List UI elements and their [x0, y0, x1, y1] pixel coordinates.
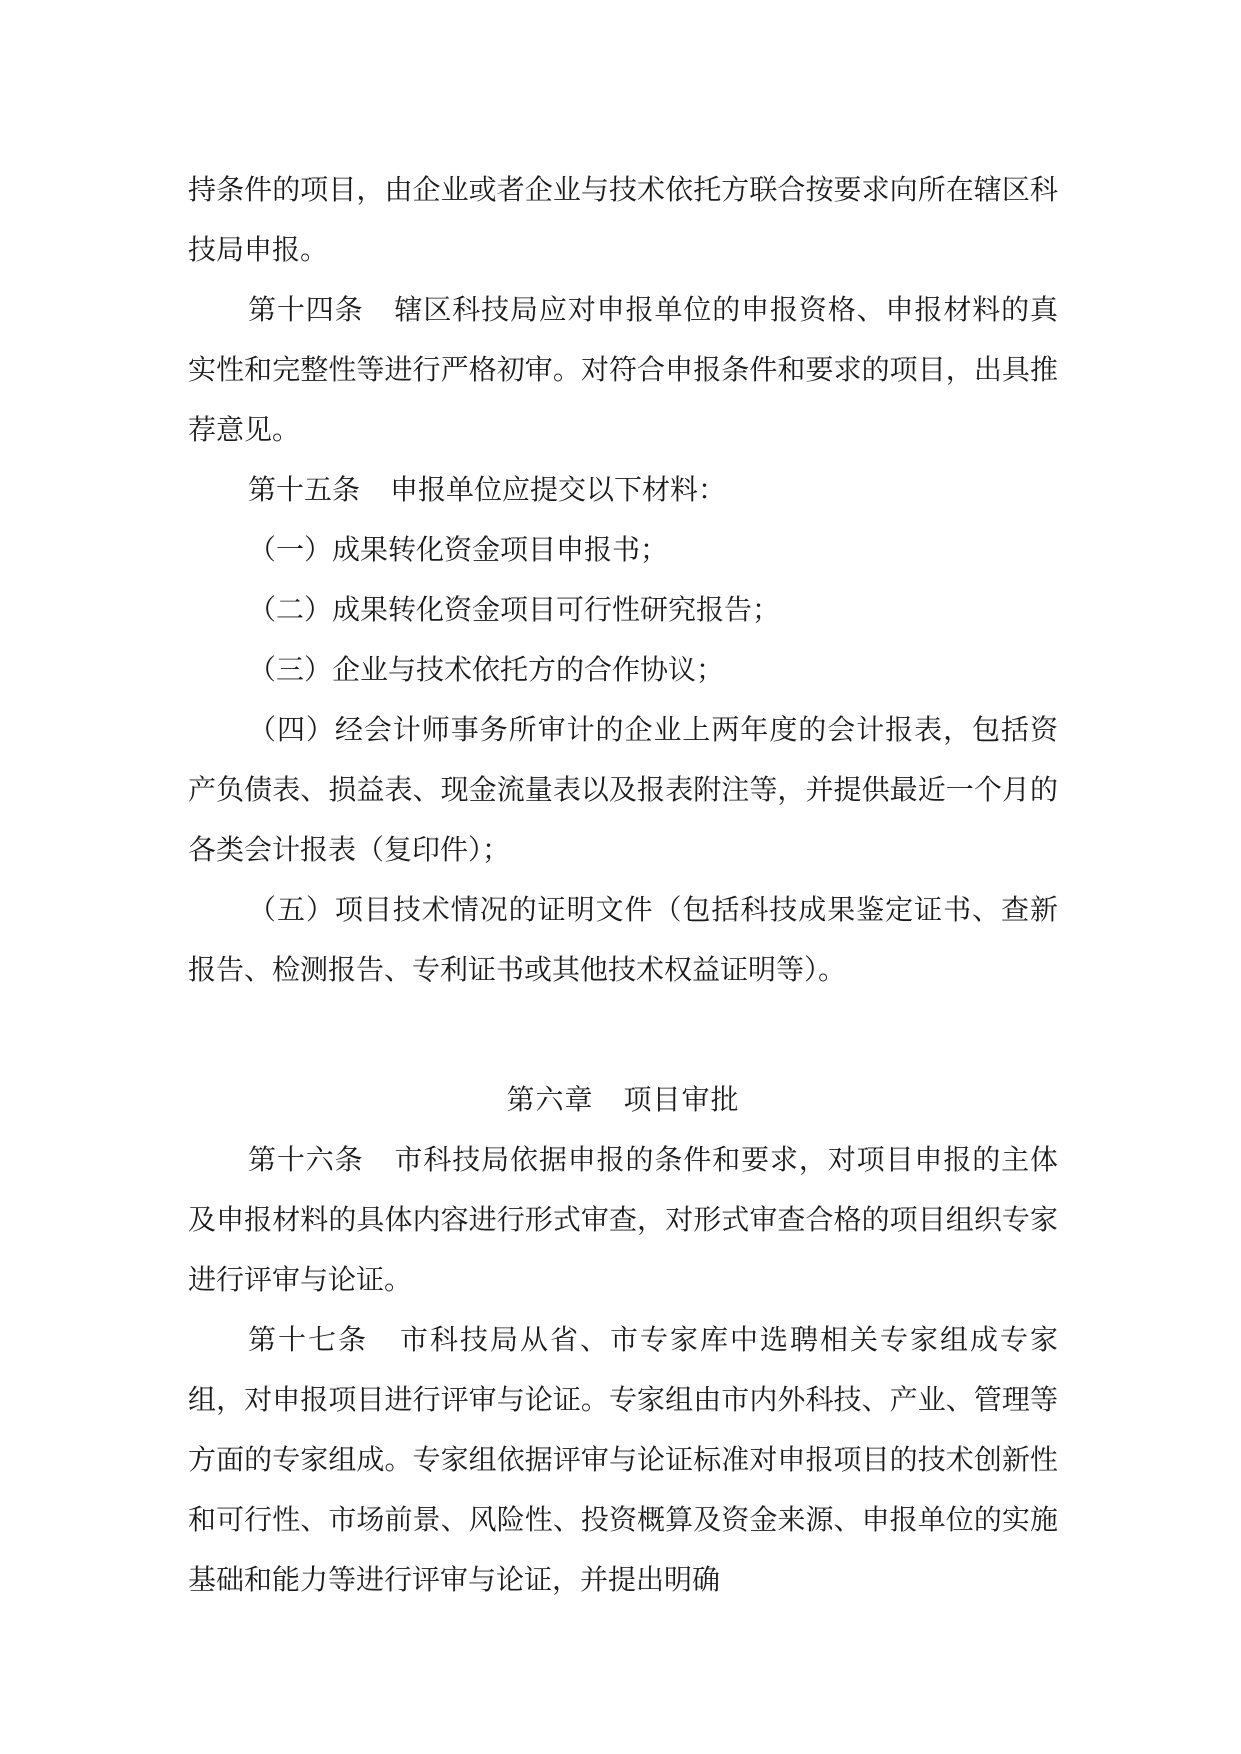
- list-item-3: （三）企业与技术依托方的合作协议；: [248, 653, 725, 686]
- article-15-number: 第十五条: [248, 473, 361, 506]
- list-item-4: （四）经会计师事务所审计的企业上两年度的会计报表，包括资产负债表、损益表、现金流量表以及报表附注等，并提供最近一个月的各类会计报表（复印件）；: [188, 713, 1058, 866]
- paragraph-continuation: 持条件的项目，由企业或者企业与技术依托方联合按要求向所在辖区科技局申报。: [188, 173, 1058, 266]
- list-item-1: （一）成果转化资金项目申报书；: [248, 533, 669, 566]
- article-16-number: 第十六条: [248, 1143, 364, 1176]
- chapter-heading: [188, 1070, 1058, 1130]
- list-item-2: （二）成果转化资金项目可行性研究报告；: [248, 593, 781, 626]
- article-14: [188, 280, 1058, 460]
- chapter-number: 第六章: [506, 1083, 594, 1116]
- article-17-number: 第十七条: [248, 1323, 368, 1356]
- article-15-text: 申报单位应提交以下材料：: [390, 473, 727, 506]
- document-page: [188, 160, 1058, 1610]
- chapter-title: 项目审批: [623, 1083, 740, 1116]
- article-17-text: 市科技局从省、市专家库中选聘相关专家组成专家组，对申报项目进行评审与论证。专家组由市内外科技、产业、管理等方面的专家组成。专家组依据评审与论证标准对申报项目的技术创新性和可行性、市场前景、风险性、投资概算及资金来源、申报单位的实施基础和能力等进行评审与论证，并提出明确: [188, 1323, 1058, 1596]
- article-17: [188, 1310, 1058, 1610]
- article-16-text: 市科技局依据申报的条件和要求，对项目申报的主体及申报材料的具体内容进行形式审查，对形式审查合格的项目组织专家进行评审与论证。: [188, 1143, 1058, 1296]
- article-16: [188, 1130, 1058, 1310]
- list-item-5: （五）项目技术情况的证明文件（包括科技成果鉴定证书、查新报告、检测报告、专利证书或其他技术权益证明等）。: [188, 893, 1058, 986]
- article-14-text: 辖区科技局应对申报单位的申报资格、申报材料的真实性和完整性等进行严格初审。对符合申报条件和要求的项目，出具推荐意见。: [188, 293, 1058, 446]
- article-15: [188, 460, 1058, 520]
- article-14-number: 第十四条: [248, 293, 364, 326]
